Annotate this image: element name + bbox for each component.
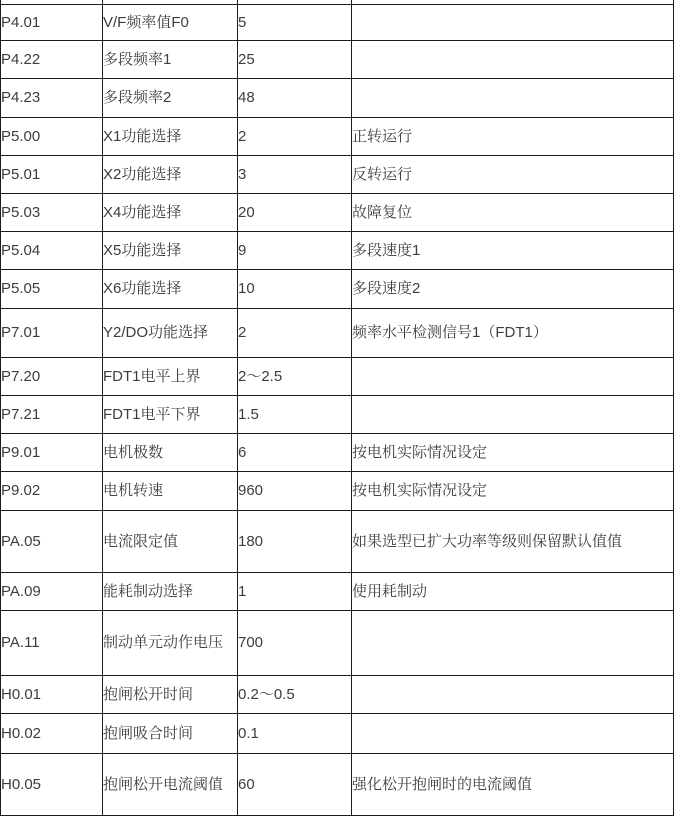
cell-param-code: P5.01	[1, 156, 103, 194]
cell-param-code: PA.11	[1, 611, 103, 676]
cell-param-code: PA.05	[1, 511, 103, 573]
cell-param-code: P9.02	[1, 472, 103, 511]
cell-param-name: X4功能选择	[103, 194, 238, 232]
table-row	[1, 754, 674, 816]
cell-param-value: 1.5	[238, 396, 352, 434]
table-row	[1, 676, 674, 714]
cell-param-code: H0.01	[1, 676, 103, 714]
table-row	[1, 309, 674, 358]
cell-param-name: X2功能选择	[103, 156, 238, 194]
cell-param-code: P5.03	[1, 194, 103, 232]
cell-param-value: 0.1	[238, 714, 352, 754]
table-row	[1, 573, 674, 611]
parameter-table-body	[1, 0, 674, 816]
table-row	[1, 79, 674, 118]
cell-param-code: P7.01	[1, 309, 103, 358]
cell-param-code: P7.21	[1, 396, 103, 434]
table-row	[1, 434, 674, 472]
cell-param-name: FDT1电平下界	[103, 396, 238, 434]
cell-param-value: 5	[238, 5, 352, 41]
table-row	[1, 194, 674, 232]
cell-param-desc: 按电机实际情况设定	[352, 434, 674, 472]
cell-param-desc: 强化松开抱闸时的电流阈值	[352, 754, 674, 816]
cell-param-value: 10	[238, 270, 352, 309]
cell-param-code: P5.04	[1, 232, 103, 270]
cell-param-value: 0.2～0.5	[238, 676, 352, 714]
cell-param-code: H0.05	[1, 754, 103, 816]
cell-param-desc: 故障复位	[352, 194, 674, 232]
cell-param-value: 1	[238, 573, 352, 611]
cell-param-desc: 反转运行	[352, 156, 674, 194]
cell-param-name: 能耗制动选择	[103, 573, 238, 611]
cell-param-desc	[352, 396, 674, 434]
cell-param-desc: 频率水平检测信号1（FDT1）	[352, 309, 674, 358]
cell-param-name: 电机极数	[103, 434, 238, 472]
cell-param-desc	[352, 714, 674, 754]
cell-param-desc: 如果选型已扩大功率等级则保留默认值值	[352, 511, 674, 573]
cell-param-value: 3	[238, 156, 352, 194]
cell-param-value: 2～2.5	[238, 358, 352, 396]
cell-param-value: 20	[238, 194, 352, 232]
cell-param-code: P4.01	[1, 5, 103, 41]
table-row	[1, 156, 674, 194]
cell-param-desc: 多段速度1	[352, 232, 674, 270]
cell-param-value: 9	[238, 232, 352, 270]
table-row	[1, 611, 674, 676]
cell-param-value: 25	[238, 41, 352, 79]
table-row	[1, 270, 674, 309]
table-row	[1, 511, 674, 573]
table-row	[1, 232, 674, 270]
cell-param-desc: 多段速度2	[352, 270, 674, 309]
cell-param-name: FDT1电平上界	[103, 358, 238, 396]
cell-param-value: 6	[238, 434, 352, 472]
cell-param-name: Y2/DO功能选择	[103, 309, 238, 358]
cell-param-desc: 正转运行	[352, 118, 674, 156]
cell-param-value: 960	[238, 472, 352, 511]
cell-param-code: P5.05	[1, 270, 103, 309]
cell-param-value: 700	[238, 611, 352, 676]
cell-param-name: 抱闸松开时间	[103, 676, 238, 714]
cell-param-desc	[352, 611, 674, 676]
table-row	[1, 41, 674, 79]
cell-param-code: P5.00	[1, 118, 103, 156]
cell-param-code: P7.20	[1, 358, 103, 396]
table-row	[1, 358, 674, 396]
cell-param-desc: 按电机实际情况设定	[352, 472, 674, 511]
cell-param-code: PA.09	[1, 573, 103, 611]
table-row	[1, 5, 674, 41]
cell-param-name: 多段频率1	[103, 41, 238, 79]
table-row	[1, 714, 674, 754]
cell-param-value: 2	[238, 118, 352, 156]
table-row	[1, 472, 674, 511]
cell-param-code: P4.22	[1, 41, 103, 79]
cell-param-value: 60	[238, 754, 352, 816]
cell-param-name: V/F频率值F0	[103, 5, 238, 41]
cell-param-name: 抱闸松开电流阈值	[103, 754, 238, 816]
cell-param-name: X6功能选择	[103, 270, 238, 309]
table-row	[1, 118, 674, 156]
cell-param-code: P9.01	[1, 434, 103, 472]
cell-param-code: H0.02	[1, 714, 103, 754]
table-row	[1, 396, 674, 434]
cell-param-name: X1功能选择	[103, 118, 238, 156]
cell-param-desc	[352, 5, 674, 41]
cell-param-value: 2	[238, 309, 352, 358]
cell-param-value: 180	[238, 511, 352, 573]
cell-param-name: 多段频率2	[103, 79, 238, 118]
cell-param-name: X5功能选择	[103, 232, 238, 270]
cell-param-desc: 使用耗制动	[352, 573, 674, 611]
cell-param-name: 抱闸吸合时间	[103, 714, 238, 754]
cell-param-code: P4.23	[1, 79, 103, 118]
cell-param-value: 48	[238, 79, 352, 118]
cell-param-desc	[352, 79, 674, 118]
cell-param-desc	[352, 676, 674, 714]
cell-param-desc	[352, 358, 674, 396]
cell-param-name: 电流限定值	[103, 511, 238, 573]
cell-param-name: 制动单元动作电压	[103, 611, 238, 676]
cell-param-name: 电机转速	[103, 472, 238, 511]
cell-param-desc	[352, 41, 674, 79]
